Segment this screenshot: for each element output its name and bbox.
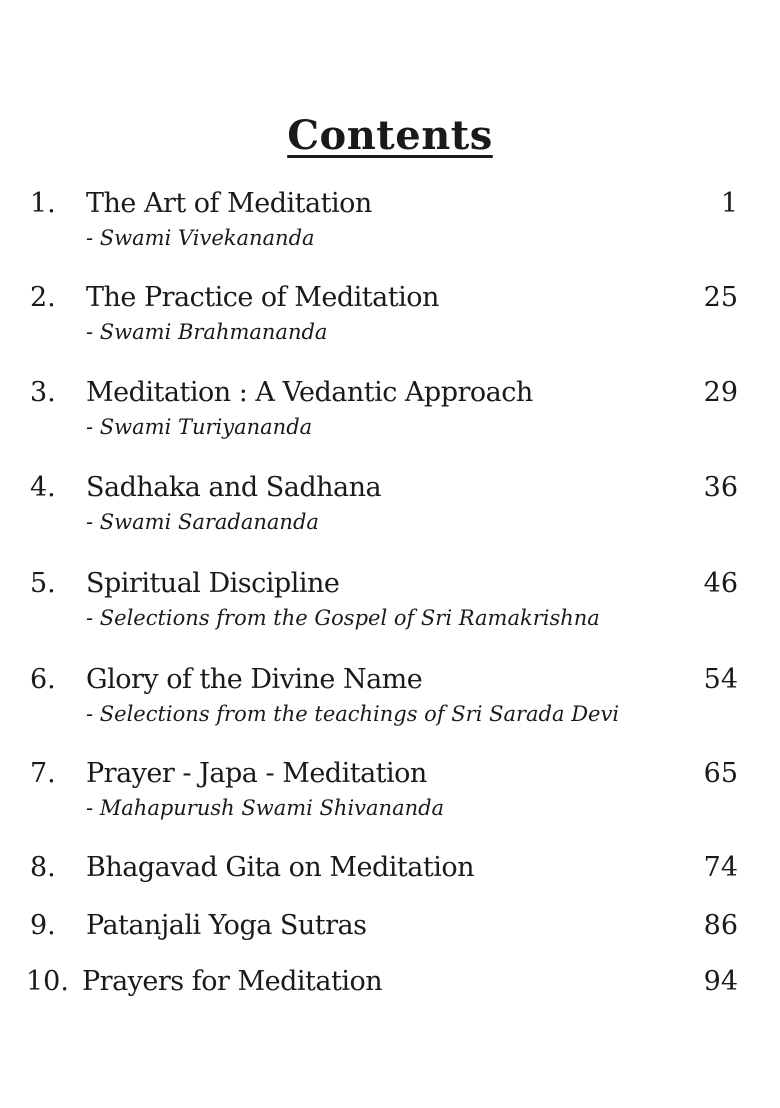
entry-author: - Mahapurush Swami Shivananda	[86, 796, 445, 820]
entry-number: 3.	[30, 377, 56, 408]
entry-author: - Swami Vivekananda	[86, 226, 315, 250]
entry-title: Bhagavad Gita on Meditation	[86, 852, 475, 883]
entry-number: 5.	[30, 568, 56, 599]
entry-title: The Art of Meditation	[86, 188, 372, 219]
entry-page-number: 36	[703, 472, 738, 503]
entry-author: - Swami Turiyananda	[86, 415, 313, 439]
entry-title: Patanjali Yoga Sutras	[86, 910, 367, 941]
entry-number: 2.	[30, 282, 56, 313]
entry-number: 8.	[30, 852, 56, 883]
entry-page-number: 29	[703, 377, 738, 408]
entry-number: 7.	[30, 758, 56, 789]
entry-title: Spiritual Discipline	[86, 568, 340, 599]
entry-number: 6.	[30, 664, 56, 695]
entry-number: 4.	[30, 472, 56, 503]
entry-page-number: 74	[703, 852, 738, 883]
entry-page-number: 65	[703, 758, 738, 789]
entry-author: - Selections from the teachings of Sri Sarada Devi	[86, 702, 620, 726]
page-title: Contents	[287, 112, 493, 159]
entry-number: 9.	[30, 910, 56, 941]
entry-page-number: 54	[703, 664, 738, 695]
entry-page-number: 1	[720, 188, 738, 219]
entry-title: Glory of the Divine Name	[86, 664, 423, 695]
entry-page-number: 86	[703, 910, 738, 941]
entry-author: - Swami Brahmananda	[86, 320, 328, 344]
entry-title: Sadhaka and Sadhana	[86, 472, 382, 503]
entry-number: 10.	[26, 966, 69, 997]
entry-page-number: 25	[703, 282, 738, 313]
entry-author: - Swami Saradananda	[86, 510, 319, 534]
entry-author: - Selections from the Gospel of Sri Ramakrishna	[86, 606, 600, 630]
entry-page-number: 94	[703, 966, 738, 997]
entry-page-number: 46	[703, 568, 738, 599]
entry-title: Prayer - Japa - Meditation	[86, 758, 427, 789]
entry-title: The Practice of Meditation	[86, 282, 439, 313]
entry-title: Prayers for Meditation	[82, 966, 383, 997]
entry-number: 1.	[30, 188, 56, 219]
entry-title: Meditation : A Vedantic Approach	[86, 377, 533, 408]
